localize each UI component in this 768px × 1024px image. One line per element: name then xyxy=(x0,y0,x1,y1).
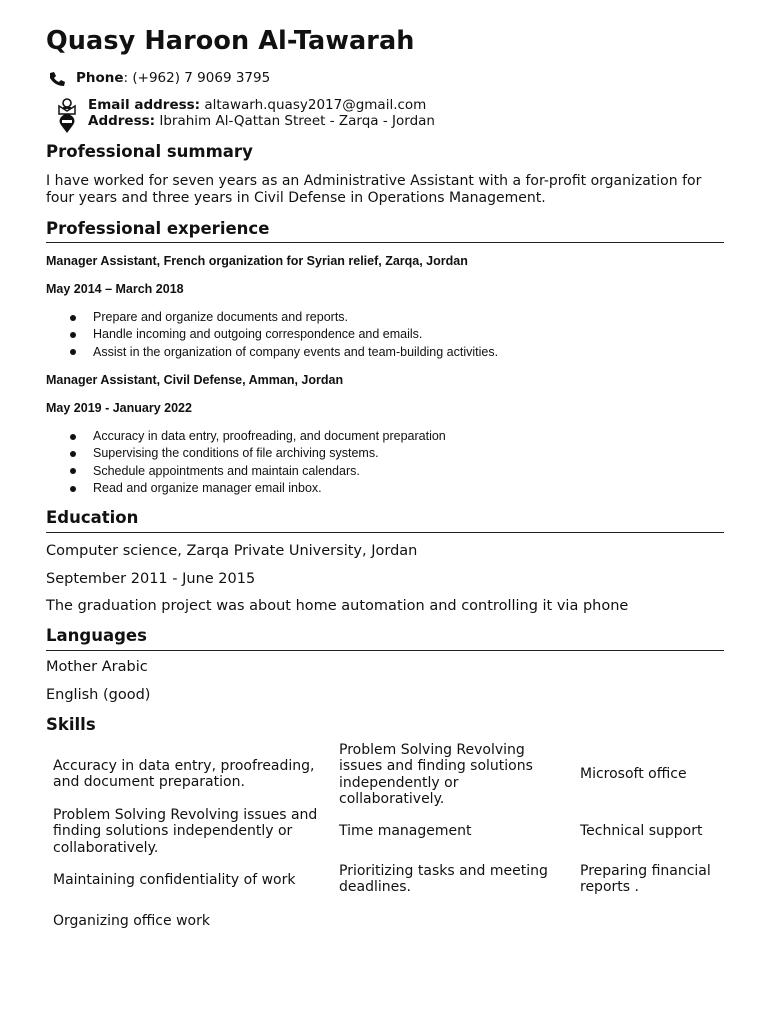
skill-item: Technical support xyxy=(580,823,703,839)
job-duties-list xyxy=(68,309,498,361)
job-dates: May 2014 – March 2018 xyxy=(46,282,184,296)
email-value: altawarh.quasy2017@gmail.com xyxy=(200,97,427,113)
language-item: Mother Arabic xyxy=(46,659,148,675)
location-icon xyxy=(58,114,76,134)
summary-heading: Professional summary xyxy=(46,142,253,161)
education-divider xyxy=(46,532,724,533)
address-line xyxy=(88,113,435,129)
candidate-name: Quasy Haroon Al-Tawarah xyxy=(46,26,415,56)
job-title: Manager Assistant, French organization for Syrian relief, Zarqa, Jordan xyxy=(46,254,468,268)
list-item: Accuracy in data entry, proofreading, and document preparation xyxy=(68,428,446,445)
education-project: The graduation project was about home automation and controlling it via phone xyxy=(46,598,629,614)
skill-item: Accuracy in data entry, proofreading, and document preparation. xyxy=(53,758,315,791)
education-degree: Computer science, Zarqa Private University, Jordan xyxy=(46,543,418,559)
list-item: Prepare and organize documents and reports. xyxy=(68,309,498,326)
address-label: Address: xyxy=(88,113,156,129)
list-item: Handle incoming and outgoing correspondence and emails. xyxy=(68,326,498,343)
skill-item: Organizing office work xyxy=(53,913,210,929)
phone-value: : (+962) 7 9069 3795 xyxy=(123,70,271,86)
skills-heading: Skills xyxy=(46,715,96,734)
list-item: Read and organize manager email inbox. xyxy=(68,480,446,497)
skill-item: Microsoft office xyxy=(580,766,687,782)
job-duties-list xyxy=(68,428,446,498)
job-title: Manager Assistant, Civil Defense, Amman, Jordan xyxy=(46,373,344,387)
email-icon xyxy=(58,98,76,115)
experience-heading: Professional experience xyxy=(46,219,270,238)
list-item: Supervising the conditions of file archiving systems. xyxy=(68,445,446,462)
phone-icon xyxy=(48,71,66,87)
skill-item: Problem Solving Revolving issues and finding solutions independently or collaboratively. xyxy=(53,807,318,856)
phone-label: Phone xyxy=(76,70,124,86)
list-item: Schedule appointments and maintain calendars. xyxy=(68,463,446,480)
job-dates: May 2019 - January 2022 xyxy=(46,401,192,415)
education-dates: September 2011 - June 2015 xyxy=(46,571,256,587)
skill-item: Prioritizing tasks and meeting deadlines. xyxy=(339,863,548,896)
experience-divider xyxy=(46,242,724,243)
skill-item: Maintaining confidentiality of work xyxy=(53,872,296,888)
email-line xyxy=(88,97,426,113)
languages-heading: Languages xyxy=(46,626,147,645)
skill-item: Time management xyxy=(339,823,472,839)
skill-item: Problem Solving Revolving issues and finding solutions independently or collaboratively. xyxy=(339,742,533,807)
skill-item: Preparing financial reports . xyxy=(580,863,711,896)
languages-divider xyxy=(46,650,724,651)
summary-text: I have worked for seven years as an Administrative Assistant with a for-profit organization for four years and three years in Civil Defense in Operations Management. xyxy=(46,173,702,206)
list-item: Assist in the organization of company events and team-building activities. xyxy=(68,344,498,361)
address-value: Ibrahim Al-Qattan Street - Zarqa - Jordan xyxy=(155,113,435,129)
education-heading: Education xyxy=(46,508,139,527)
language-item: English (good) xyxy=(46,687,151,703)
phone-line xyxy=(76,70,270,86)
email-label: Email address: xyxy=(88,97,201,113)
